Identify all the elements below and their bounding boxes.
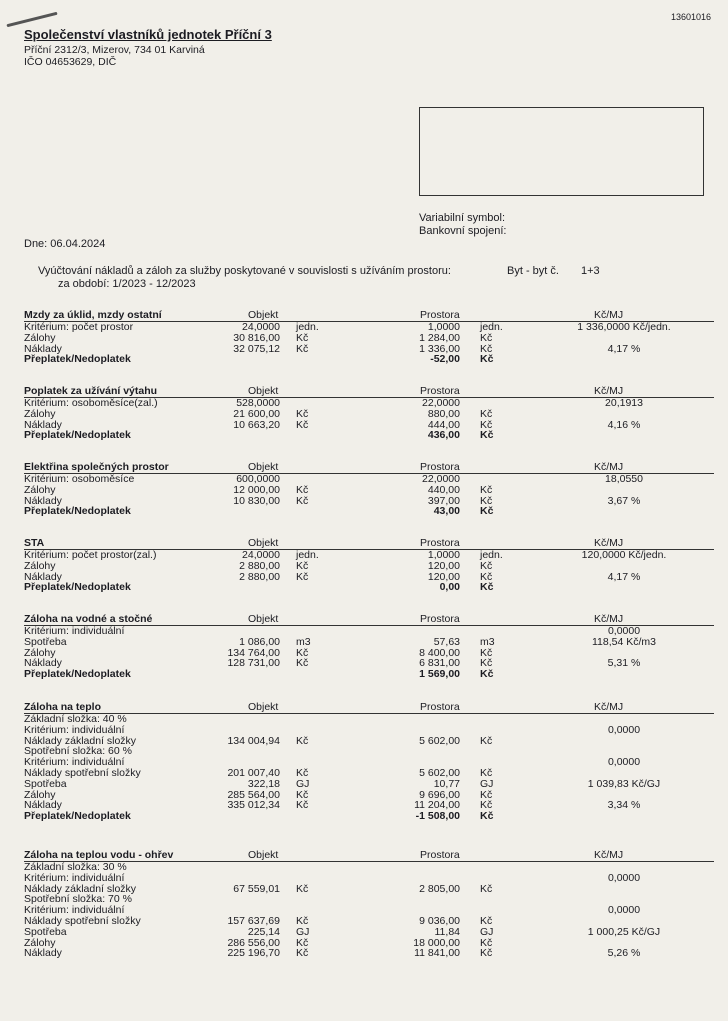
kc-mj-value: 5,26 % xyxy=(607,947,641,960)
prostora-unit: Kč xyxy=(480,810,494,823)
objekt-value: 10 830,00 xyxy=(233,494,280,507)
prostora-value: 11 204,00 xyxy=(414,799,460,812)
prostora-value: -52,00 xyxy=(430,353,460,366)
objekt-unit: Kč xyxy=(296,483,309,496)
table-row xyxy=(24,506,714,517)
period-line: za období: 1/2023 - 12/2023 xyxy=(58,278,196,290)
row-label: Přeplatek/Nedoplatek xyxy=(24,353,131,366)
kc-mj-value: 118,54 Kč/m3 xyxy=(591,635,656,648)
document-id: 13601016 xyxy=(671,12,712,22)
row-label: Základní složka: 40 % xyxy=(24,713,127,725)
prostora-unit: jedn. xyxy=(480,321,503,333)
document-date: Dne: 06.04.2024 xyxy=(24,238,106,250)
kc-mj-value: 4,17 % xyxy=(607,570,641,583)
table-row xyxy=(24,485,714,496)
table-row xyxy=(24,430,714,441)
table-row xyxy=(24,637,714,648)
objekt-value: 285 564,00 xyxy=(227,788,280,801)
row-label: Náklady xyxy=(24,799,62,812)
prostora-value: 11 841,00 xyxy=(414,947,460,960)
prostora-unit: Kč xyxy=(480,657,493,670)
prostora-unit: GJ xyxy=(480,925,494,938)
objekt-value: 128 731,00 xyxy=(227,657,280,670)
objekt-unit: Kč xyxy=(296,936,309,949)
prostora-unit: jedn. xyxy=(480,549,503,561)
kc-mj-value: 0,0000 xyxy=(607,756,641,769)
objekt-unit: Kč xyxy=(296,788,309,801)
prostora-value: 5 602,00 xyxy=(419,766,460,779)
table-row xyxy=(24,582,714,593)
prostora-value: 10,77 xyxy=(433,777,460,790)
variable-symbol-label: Variabilní symbol: xyxy=(419,212,505,224)
prostora-value: 9 696,00 xyxy=(419,788,460,801)
objekt-unit: Kč xyxy=(296,646,309,659)
objekt-value: 24,0000 xyxy=(242,549,280,561)
column-header-kc-mj: Kč/MJ xyxy=(594,309,624,321)
objekt-value: 201 007,40 xyxy=(227,766,280,779)
column-header-objekt: Objekt xyxy=(248,461,279,473)
prostora-value: 120,00 xyxy=(427,559,460,572)
row-label: Zálohy xyxy=(24,483,56,496)
row-label: Náklady základní složky xyxy=(24,882,137,895)
bank-label: Bankovní spojení: xyxy=(419,225,507,237)
prostora-unit: Kč xyxy=(480,342,493,355)
section-title: Záloha na vodné a stočné xyxy=(24,613,153,625)
row-label: Základní složka: 30 % xyxy=(24,861,127,873)
prostora-unit: Kč xyxy=(480,947,493,960)
statement-intro xyxy=(38,265,451,291)
kc-mj-value: 4,17 % xyxy=(607,342,641,355)
objekt-value: 157 637,69 xyxy=(227,914,280,927)
column-header-prostora: Prostora xyxy=(420,701,460,713)
column-header-objekt: Objekt xyxy=(248,613,279,625)
objekt-unit: jedn. xyxy=(296,321,319,333)
column-header-objekt: Objekt xyxy=(248,385,279,397)
column-header-objekt: Objekt xyxy=(248,537,279,549)
table-row xyxy=(24,550,714,561)
prostora-value: 22,0000 xyxy=(422,473,460,485)
prostora-value: 1,0000 xyxy=(427,549,460,561)
prostora-unit: GJ xyxy=(480,777,494,790)
row-label: Náklady spotřební složky xyxy=(24,914,141,927)
objekt-value: 335 012,34 xyxy=(227,799,280,812)
prostora-unit: Kč xyxy=(480,914,493,927)
kc-mj-value: 0,0000 xyxy=(607,871,641,884)
cost-section xyxy=(24,701,714,822)
column-header-prostora: Prostora xyxy=(420,537,460,549)
objekt-unit: Kč xyxy=(296,407,309,420)
cost-section xyxy=(24,461,714,517)
cost-section xyxy=(24,385,714,441)
kc-mj-value: 18,0550 xyxy=(605,473,643,485)
ico-line: IČO 04653629, DIČ xyxy=(24,56,117,68)
objekt-value: 1 086,00 xyxy=(239,635,280,648)
objekt-value: 12 000,00 xyxy=(233,483,280,496)
kc-mj-value: 1 039,83 Kč/GJ xyxy=(587,777,661,790)
column-header-prostora: Prostora xyxy=(420,385,460,397)
row-label: Zálohy xyxy=(24,559,56,572)
column-header-kc-mj: Kč/MJ xyxy=(594,385,624,397)
prostora-value: 444,00 xyxy=(427,418,460,431)
kc-mj-value: 1 000,25 Kč/GJ xyxy=(587,925,661,938)
prostora-value: 436,00 xyxy=(427,429,460,442)
objekt-value: 2 880,00 xyxy=(239,559,280,572)
kc-mj-value: 3,67 % xyxy=(607,494,641,507)
prostora-value: 0,00 xyxy=(439,581,460,594)
section-title: Poplatek za užívání výtahu xyxy=(24,385,158,397)
column-header-kc-mj: Kč/MJ xyxy=(594,849,624,861)
prostora-unit: Kč xyxy=(480,429,494,442)
kc-mj-value: 0,0000 xyxy=(607,723,641,736)
column-header-prostora: Prostora xyxy=(420,849,460,861)
unit-value: 1+3 xyxy=(581,265,600,277)
table-row xyxy=(24,725,714,736)
table-row xyxy=(24,948,714,959)
row-label: Náklady xyxy=(24,342,62,355)
column-header-objekt: Objekt xyxy=(248,309,279,321)
objekt-value: 286 556,00 xyxy=(227,936,280,949)
cost-section xyxy=(24,849,714,959)
prostora-value: 43,00 xyxy=(433,505,460,518)
row-label: Spotřeba xyxy=(24,635,67,648)
objekt-unit: Kč xyxy=(296,799,309,812)
table-row xyxy=(24,354,714,365)
objekt-unit: GJ xyxy=(296,925,310,938)
prostora-unit: Kč xyxy=(480,668,494,681)
prostora-value: 1 569,00 xyxy=(419,668,460,681)
objekt-unit: Kč xyxy=(296,331,309,344)
prostora-unit: Kč xyxy=(480,570,493,583)
cost-section xyxy=(24,613,714,680)
row-label: Náklady xyxy=(24,947,62,960)
objekt-value: 600,0000 xyxy=(236,473,280,485)
prostora-value: 22,0000 xyxy=(422,397,460,409)
objekt-unit: Kč xyxy=(296,342,309,355)
row-label: Zálohy xyxy=(24,936,56,949)
objekt-value: 30 816,00 xyxy=(233,331,280,344)
row-label: Zálohy xyxy=(24,788,56,801)
section-title: Záloha na teplo xyxy=(24,701,102,713)
row-label: Náklady xyxy=(24,418,62,431)
section-title: Elektřina společných prostor xyxy=(24,461,169,473)
row-label: Spotřební složka: 70 % xyxy=(24,893,132,906)
prostora-value: 1 284,00 xyxy=(419,331,460,344)
prostora-unit: Kč xyxy=(480,646,493,659)
section-header xyxy=(24,701,714,712)
prostora-value: 18 000,00 xyxy=(413,936,460,949)
objekt-value: 225,14 xyxy=(247,925,280,938)
table-row xyxy=(24,779,714,790)
section-header xyxy=(24,385,714,396)
row-label: Přeplatek/Nedoplatek xyxy=(24,581,131,594)
objekt-value: 322,18 xyxy=(247,777,280,790)
row-label: Spotřeba xyxy=(24,777,67,790)
kc-mj-value: 1 336,0000 Kč/jedn. xyxy=(577,321,671,333)
pen-stroke xyxy=(6,12,57,27)
organization-address xyxy=(24,44,205,68)
cost-section xyxy=(24,537,714,593)
section-title: STA xyxy=(24,537,45,549)
cost-section xyxy=(24,309,714,365)
kc-mj-value: 0,0000 xyxy=(607,904,641,917)
prostora-unit: Kč xyxy=(480,581,494,594)
kc-mj-value: 4,16 % xyxy=(607,418,641,431)
objekt-unit: GJ xyxy=(296,777,310,790)
row-label: Přeplatek/Nedoplatek xyxy=(24,668,131,681)
kc-mj-value: 3,34 % xyxy=(607,799,641,812)
table-row xyxy=(24,927,714,938)
table-row xyxy=(24,669,714,680)
objekt-unit: m3 xyxy=(296,635,311,648)
unit-label: Byt - byt č. xyxy=(507,265,559,277)
row-label: Kritérium: individuální xyxy=(24,871,125,884)
row-label: Přeplatek/Nedoplatek xyxy=(24,810,131,823)
table-row xyxy=(24,873,714,884)
prostora-value: 397,00 xyxy=(427,494,460,507)
section-header xyxy=(24,613,714,624)
table-row xyxy=(24,561,714,572)
objekt-value: 10 663,20 xyxy=(233,418,280,431)
row-label: Kritérium: individuální xyxy=(24,625,125,637)
address-line: Příční 2312/3, Mizerov, 734 01 Karviná xyxy=(24,44,205,56)
prostora-value: 1,0000 xyxy=(427,321,460,333)
column-header-prostora: Prostora xyxy=(420,309,460,321)
prostora-value: 1 336,00 xyxy=(419,342,460,355)
prostora-value: -1 508,00 xyxy=(415,810,460,823)
row-label: Náklady základní složky xyxy=(24,734,137,747)
row-label: Náklady spotřební složky xyxy=(24,766,141,779)
table-row xyxy=(24,322,714,333)
row-label: Zálohy xyxy=(24,407,56,420)
section-title: Mzdy za úklid, mzdy ostatní xyxy=(24,309,162,321)
prostora-value: 6 831,00 xyxy=(419,657,460,670)
prostora-value: 11,84 xyxy=(434,925,460,938)
row-label: Spotřeba xyxy=(24,925,67,938)
objekt-unit: Kč xyxy=(296,494,309,507)
prostora-value: 8 400,00 xyxy=(419,646,460,659)
row-label: Přeplatek/Nedoplatek xyxy=(24,429,131,442)
prostora-unit: Kč xyxy=(480,936,493,949)
objekt-value: 225 196,70 xyxy=(227,947,280,960)
section-header xyxy=(24,849,714,860)
prostora-value: 2 805,00 xyxy=(419,882,460,895)
row-label: Náklady xyxy=(24,570,62,583)
prostora-unit: Kč xyxy=(480,799,493,812)
column-header-objekt: Objekt xyxy=(248,849,279,861)
objekt-value: 67 559,01 xyxy=(233,882,280,895)
table-row xyxy=(24,409,714,420)
kc-mj-value: 0,0000 xyxy=(607,625,641,637)
row-label: Náklady xyxy=(24,494,62,507)
column-header-prostora: Prostora xyxy=(420,461,460,473)
table-row xyxy=(24,333,714,344)
prostora-unit: Kč xyxy=(480,734,493,747)
prostora-unit: Kč xyxy=(480,505,494,518)
objekt-unit: Kč xyxy=(296,734,309,747)
recipient-address-box xyxy=(419,107,704,196)
row-label: Kritérium: osoboměsíce(zal.) xyxy=(24,397,158,409)
table-row xyxy=(24,811,714,822)
table-row xyxy=(24,474,714,485)
objekt-unit: Kč xyxy=(296,766,309,779)
column-header-kc-mj: Kč/MJ xyxy=(594,701,624,713)
objekt-unit: Kč xyxy=(296,570,309,583)
prostora-value: 9 036,00 xyxy=(419,914,460,927)
prostora-unit: Kč xyxy=(480,788,493,801)
prostora-unit: Kč xyxy=(480,559,493,572)
column-header-prostora: Prostora xyxy=(420,613,460,625)
objekt-value: 21 600,00 xyxy=(233,407,280,420)
objekt-unit: Kč xyxy=(296,882,309,895)
objekt-unit: Kč xyxy=(296,657,309,670)
prostora-unit: Kč xyxy=(480,494,493,507)
section-header xyxy=(24,537,714,548)
objekt-unit: jedn. xyxy=(296,549,319,561)
organization-name: Společenství vlastníků jednotek Příční 3 xyxy=(24,27,272,42)
row-label: Kritérium: počet prostor xyxy=(24,321,134,333)
column-header-objekt: Objekt xyxy=(248,701,279,713)
prostora-unit: Kč xyxy=(480,331,493,344)
payment-info xyxy=(419,212,506,238)
column-header-kc-mj: Kč/MJ xyxy=(594,537,624,549)
row-label: Kritérium: počet prostor(zal.) xyxy=(24,549,157,561)
row-label: Přeplatek/Nedoplatek xyxy=(24,505,131,518)
prostora-value: 880,00 xyxy=(427,407,460,420)
kc-mj-value: 120,0000 Kč/jedn. xyxy=(581,549,667,561)
objekt-unit: Kč xyxy=(296,914,309,927)
section-title: Záloha na teplou vodu - ohřev xyxy=(24,849,174,861)
prostora-value: 120,00 xyxy=(427,570,460,583)
column-header-kc-mj: Kč/MJ xyxy=(594,461,624,473)
objekt-unit: Kč xyxy=(296,947,309,960)
row-label: Zálohy xyxy=(24,331,56,344)
prostora-value: 57,63 xyxy=(433,635,460,648)
column-header-kc-mj: Kč/MJ xyxy=(594,613,624,625)
intro-line: Vyúčtování nákladů a záloh za služby poskytované v souvislosti s užíváním prostoru: xyxy=(38,265,451,277)
objekt-value: 2 880,00 xyxy=(239,570,280,583)
prostora-unit: Kč xyxy=(480,353,494,366)
section-header xyxy=(24,461,714,472)
row-label: Kritérium: osoboměsíce xyxy=(24,473,135,485)
prostora-value: 440,00 xyxy=(427,483,460,496)
prostora-unit: Kč xyxy=(480,407,493,420)
section-header xyxy=(24,309,714,320)
objekt-value: 134 004,94 xyxy=(227,734,280,747)
objekt-value: 528,0000 xyxy=(236,397,280,409)
row-label: Kritérium: individuální xyxy=(24,723,125,736)
kc-mj-value: 5,31 % xyxy=(607,657,641,670)
prostora-unit: m3 xyxy=(480,635,495,648)
row-label: Kritérium: individuální xyxy=(24,756,125,769)
prostora-unit: Kč xyxy=(480,483,493,496)
kc-mj-value: 20,1913 xyxy=(605,397,643,409)
objekt-value: 24,0000 xyxy=(242,321,280,333)
row-label: Zálohy xyxy=(24,646,56,659)
objekt-value: 32 075,12 xyxy=(233,342,280,355)
row-label: Kritérium: individuální xyxy=(24,904,125,917)
objekt-unit: Kč xyxy=(296,418,309,431)
prostora-value: 5 602,00 xyxy=(419,734,460,747)
prostora-unit: Kč xyxy=(480,418,493,431)
table-row xyxy=(24,398,714,409)
prostora-unit: Kč xyxy=(480,766,493,779)
prostora-unit: Kč xyxy=(480,882,493,895)
row-label: Spotřební složka: 60 % xyxy=(24,745,132,758)
objekt-unit: Kč xyxy=(296,559,309,572)
row-label: Náklady xyxy=(24,657,62,670)
objekt-value: 134 764,00 xyxy=(227,646,280,659)
